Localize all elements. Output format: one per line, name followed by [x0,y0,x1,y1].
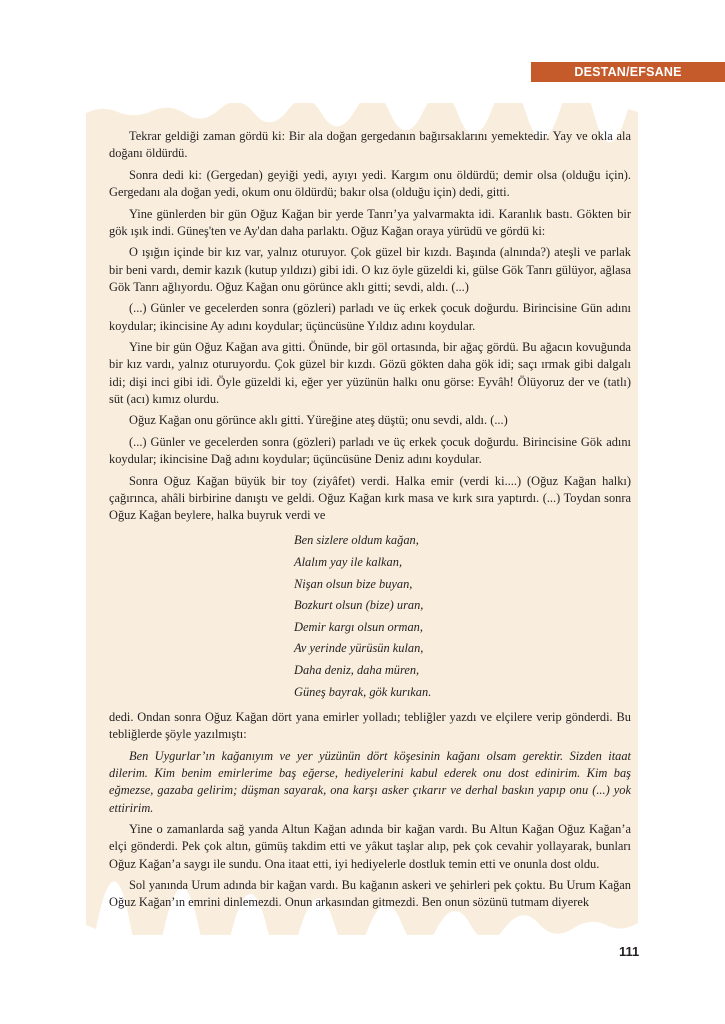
poem-line: Av yerinde yürüsün kulan, [294,641,424,656]
poem-line: Ben sizlere oldum kağan, [294,533,419,548]
paragraph: O ışığın içinde bir kız var, yalnız oturuyor. Çok güzel bir kızdı. Başında (alnında?) ateşli ve parlak bir beni vardı, demir kazık (kutup yıldızı) gibi idi. O kız öyle güzeldi ki, gülse Gök Tanrı gülüyor, ağlasa Gök Tanrı ağlıyordu. Oğuz Kağan onu görünce aklı gitti; sevdi, aldı. (...) [109,245,631,294]
poem-line: Daha deniz, daha müren, [294,662,420,677]
paragraph: Yine günlerden bir gün Oğuz Kağan bir yerde Tanrı’ya yalvarmakta idi. Karanlık bastı. Gökten bir gök ışık indi. Güneş'ten ve Ay'dan daha parlaktı. Oğuz Kağan oraya yürüdü ve gördü ki: [109,206,631,238]
poem-line: Bozkurt olsun (bize) uran, [294,598,424,613]
paragraph: Sonra dedi ki: (Gergedan) geyiği yedi, ayıyı yedi. Kargım onu öldürdü; demir olsa (olduğu için). Gergedanı ala doğan yedi, okum onu öldürdü; bakır olsa (olduğu için) dedi, gitti. [109,167,631,199]
poem-line: Nişan olsun bize buyan, [294,576,413,591]
paragraph: (...) Günler ve gecelerden sonra (gözleri) parladı ve üç erkek çocuk doğurdu. Birincisine Gün adını koydular; ikincisine Ay adını koydular; üçüncüsüne Yıldız adını koydular. [109,301,631,333]
paragraph: Oğuz Kağan onu görünce aklı gitti. Yüreğine ateş düştü; onu sevdi, aldı. (...) [129,413,508,428]
text-panel [82,103,642,935]
poem-line: Güneş bayrak, gök kurıkan. [294,684,432,699]
poem-line: Alalım yay ile kalkan, [294,554,403,569]
paragraph: Sol yanında Urum adında bir kağan vardı. Bu kağanın askeri ve şehirleri pek çoktu. Bu Urum Kağan Oğuz Kağan’ın emrini dinlemezdi. Onun arkasından gitmezdi. Ben onun sözünü tutmam diyerek [109,878,631,910]
section-tab: DESTAN/EFSANE [531,62,725,82]
poem-line: Demir kargı olsun orman, [294,619,423,634]
decree-paragraph: Ben Uygurlar’ın kağanıyım ve yer yüzünün dört köşesinin kağanı olsam gerektir. Sizden itaat dilerim. Kim benim emirlerime baş eğerse, hediyelerini kabul ederek onu dost edinirim. Kim baş eğmezse, gazaba gelirim; düşman sayarak, ona karşı asker çıkarır ve derhal baskın yapıp onu (...) yok ettiririm. [109,748,631,815]
paragraph: dedi. Ondan sonra Oğuz Kağan dört yana emirler yolladı; tebliğler yazdı ve elçilere verip gönderdi. Bu tebliğlerde şöyle yazılmıştı: [109,710,631,742]
poem [294,530,631,703]
paragraph: Yine bir gün Oğuz Kağan ava gitti. Önünde, bir göl ortasında, bir ağaç gördü. Bu ağacın kovuğunda bir kız vardı, yalnız oturuyordu. Çok güzel bir kızdı. Gözü gökten daha gök idi; saçı ırmak gibi dalgalı idi; dişi inci gibi idi. Öyle güzeldi ki, eğer yer yüzünün halkı onu görse: Eyvâh! Ölüyoruz der ve (tatlı) süt (acı) kımız olurdu. [109,340,631,406]
paragraph: Tekrar geldiği zaman gördü ki: Bir ala doğan gergedanın bağırsaklarını yemektedir. Yay ve okla ala doğanı öldürdü. [109,129,631,161]
paragraph: Yine o zamanlarda sağ yanda Altun Kağan adında bir kağan vardı. Bu Altun Kağan Oğuz Kağan’a elçi gönderdi. Pek çok altın, gümüş takdim etti ve yâkut taşlar alıp, pek çok cevahir yollayarak, bunları Oğuz Kağan’a saygı ile sundu. Ona itaat etti, iyi hediyelerle dostluk temin etti ve onunla dost oldu. [109,822,631,871]
article-body [109,128,631,916]
paragraph: Sonra Oğuz Kağan büyük bir toy (ziyâfet) verdi. Halka emir (verdi ki....) (Oğuz Kağan halkı) çağırınca, ahâli birbirine danıştı ve geldi. Oğuz Kağan kırk masa ve kırk sıra yaptırdı. (...) Toydan sonra Oğuz Kağan beylere, halka buyruk verdi ve [109,473,631,523]
page-number: 111 [619,944,640,959]
paragraph: (...) Günler ve gecelerden sonra (gözleri) parladı ve üç erkek çocuk doğurdu. Birincisine Gök adını koydular; ikincisine Dağ adını koydular; üçüncüsüne Deniz adını koydular. [109,434,631,467]
